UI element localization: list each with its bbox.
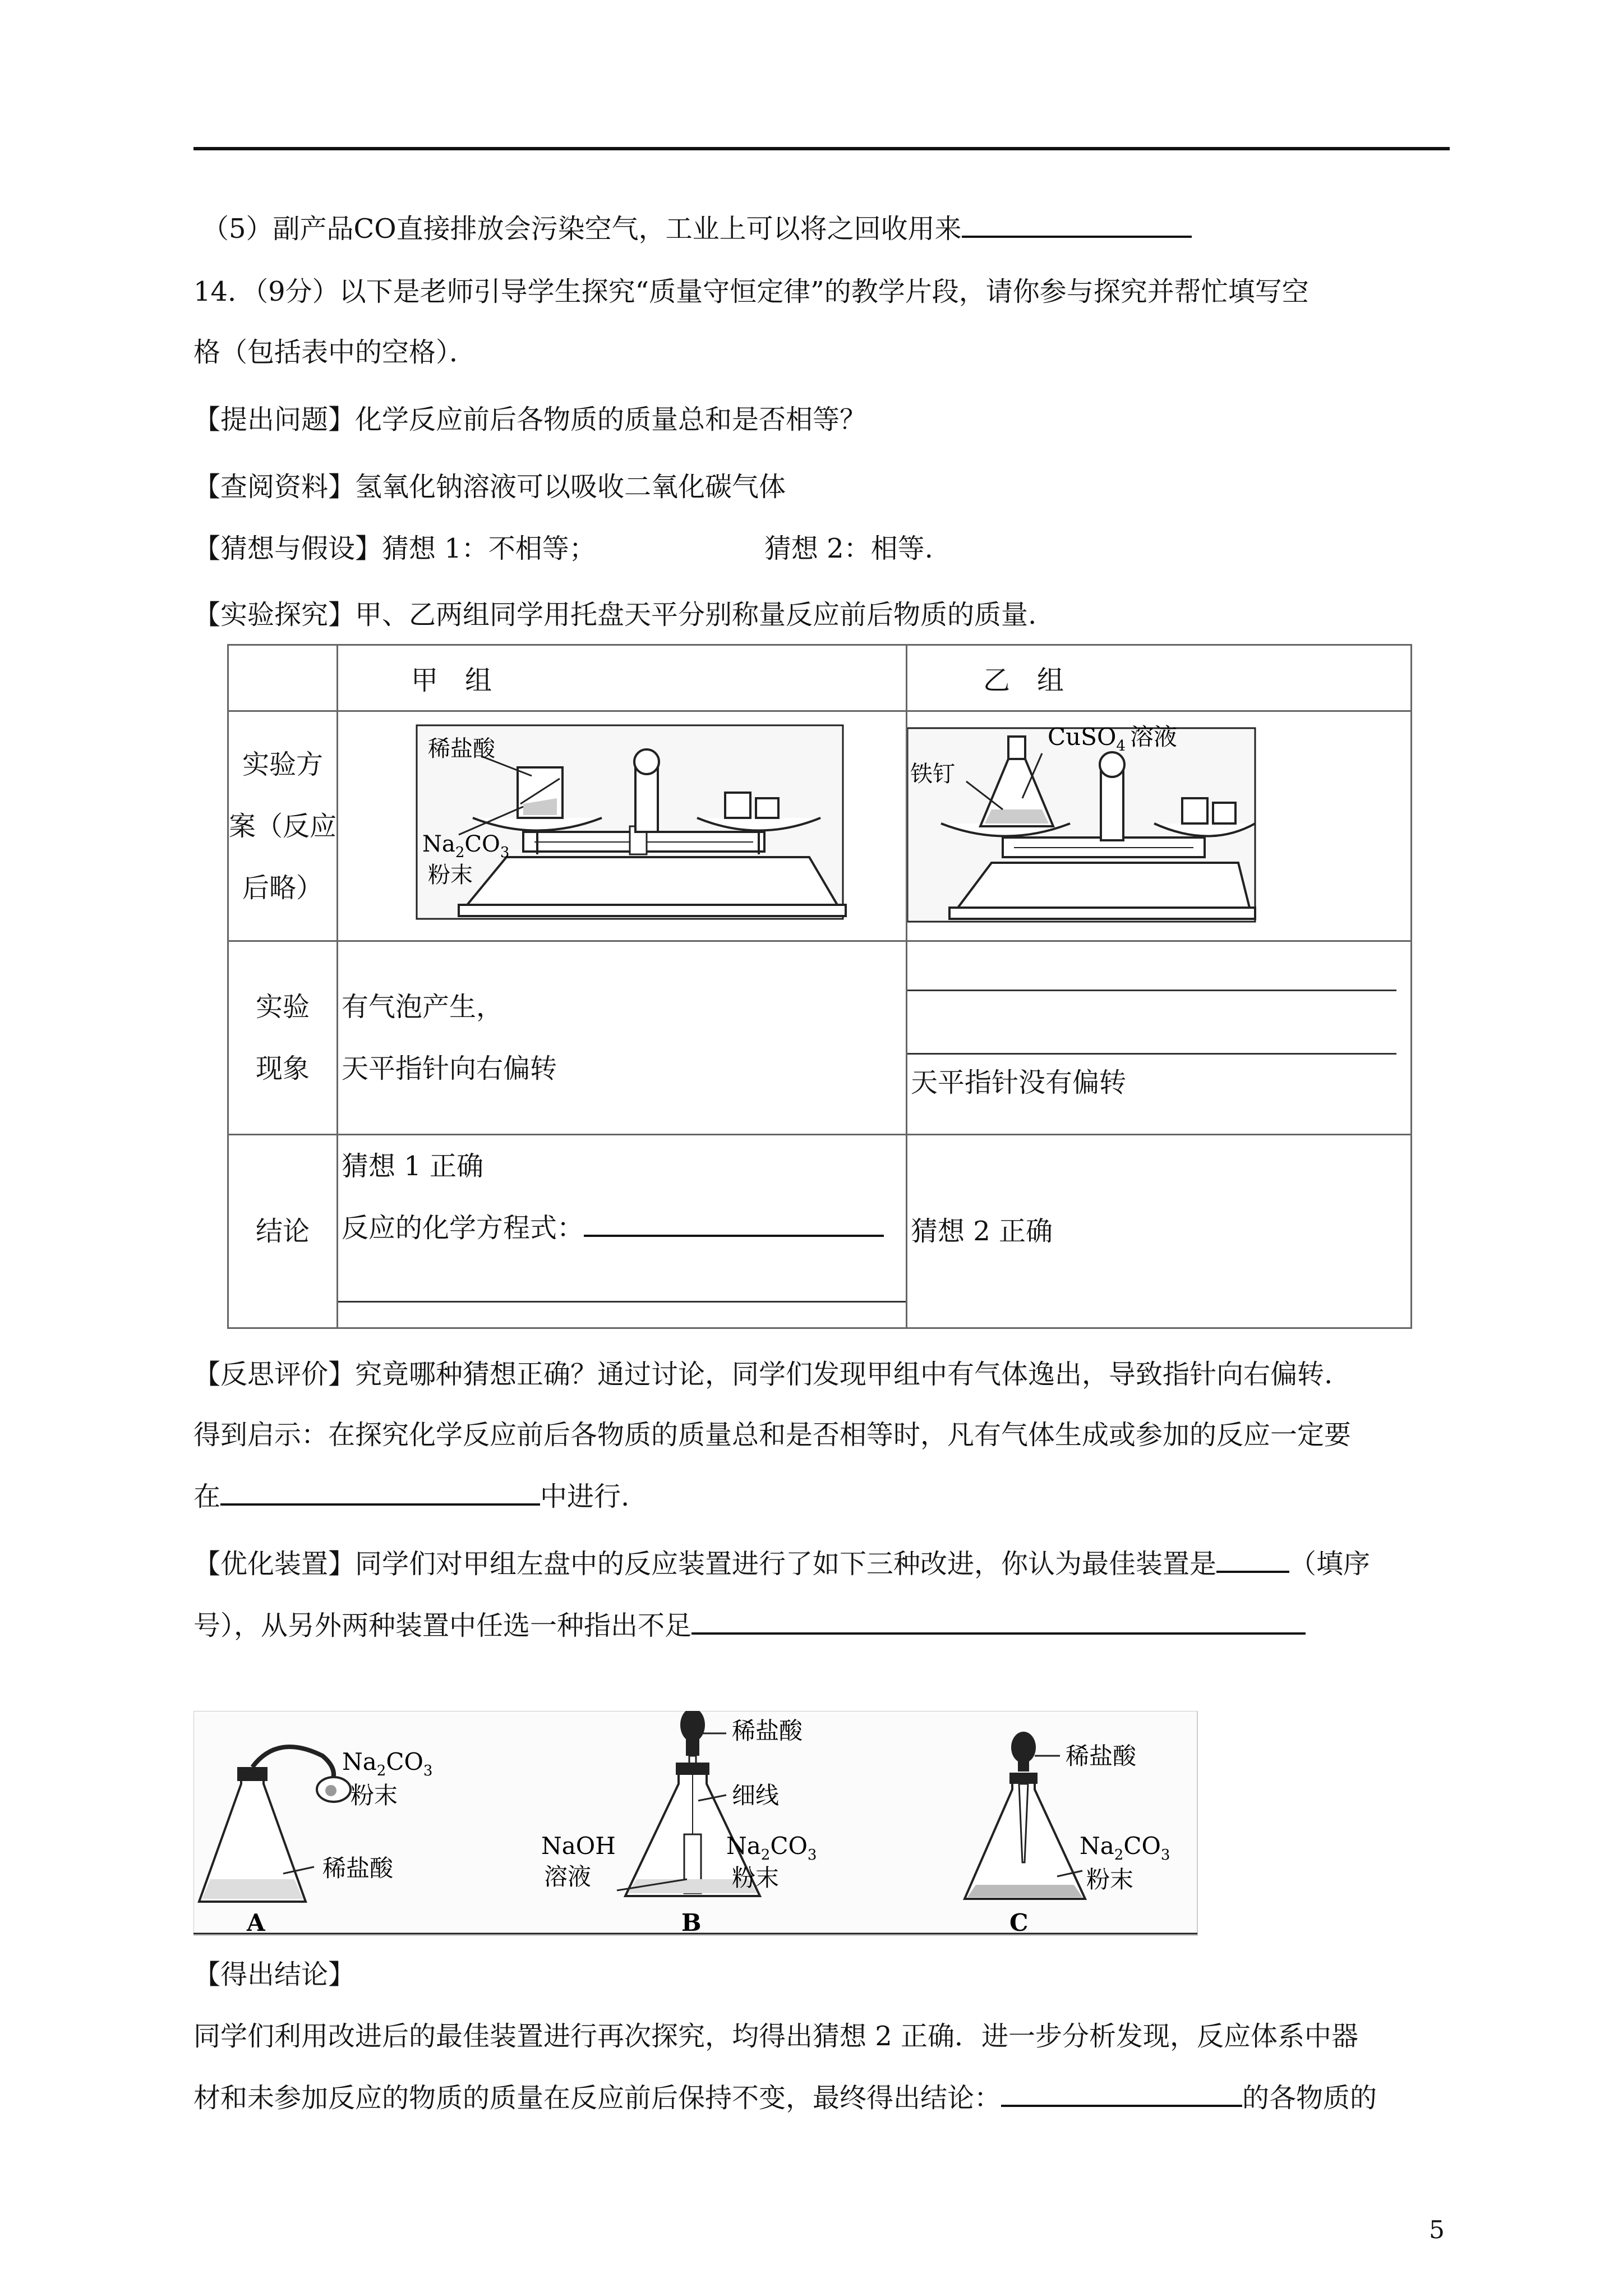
answer-blank-q5[interactable] bbox=[962, 212, 1192, 238]
label-iron-nail: 铁钉 bbox=[910, 761, 955, 787]
jia-phenomenon-cell bbox=[338, 941, 907, 1135]
yi-phenomenon-text: 天平指针没有偏转 bbox=[907, 1053, 1396, 1111]
answer-blank-shortcoming[interactable] bbox=[691, 1609, 1306, 1635]
balance-figure-yi bbox=[907, 714, 1412, 938]
device-a-label: A bbox=[247, 1909, 265, 1936]
conclusion-line2: 材和未参加反应的物质的质量在反应前后保持不变，最终得出结论： 的各物质的 bbox=[193, 2082, 1377, 2114]
device-c-acid-label: 稀盐酸 bbox=[1066, 1742, 1137, 1770]
device-b-thread-label: 细线 bbox=[732, 1782, 780, 1809]
reflection-line1: 【反思评价】究竟哪种猜想正确？通过讨论，同学们发现甲组中有气体逸出，导致指针向右偏转. bbox=[193, 1359, 1333, 1390]
device-a-acid-label: 稀盐酸 bbox=[322, 1855, 394, 1882]
section-reference: 【查阅资料】氢氧化钠溶液可以吸收二氧化碳气体 bbox=[193, 471, 786, 503]
header-jia-group: 甲 组 bbox=[338, 645, 907, 711]
question-14-line2: 格（包括表中的空格）． bbox=[193, 337, 477, 368]
conclusion-line1: 同学们利用改进后的最佳装置进行再次探究，均得出猜想 2 正确．进一步分析发现，反应体系中器 bbox=[193, 2021, 1359, 2052]
jia-conclusion-cell bbox=[338, 1135, 907, 1328]
question-14-line1: 14．（9分）以下是老师引导学生探究“质量守恒定律”的教学片段，请你参与探究并帮忙填写空 bbox=[193, 276, 1309, 307]
reflection-line2: 得到启示：在探究化学反应前后各物质的质量总和是否相等时，凡有气体生成或参加的反应一定要 bbox=[193, 1419, 1352, 1451]
section-experiment: 【实验探究】甲、乙两组同学用托盘天平分别称量反应前后物质的质量. bbox=[193, 599, 1037, 631]
svg-text:Na2CO3: $Na_2CO_3$ bbox=[1080, 1832, 1170, 1864]
yi-phenomenon-blank-1[interactable] bbox=[907, 942, 1410, 990]
table-header-row bbox=[228, 645, 1412, 711]
yi-phenomenon-blank-2[interactable] bbox=[907, 990, 1396, 1053]
device-b-acid-label: 稀盐酸 bbox=[732, 1717, 803, 1745]
svg-text:Na2CO3: $Na_2CO_3$ bbox=[342, 1748, 433, 1779]
label-na2co3-formula: $Na_2CO_3$ bbox=[422, 831, 510, 861]
section-ask-question: 【提出问题】化学反应前后各物质的质量总和是否相等？ bbox=[193, 404, 867, 435]
answer-blank-container[interactable] bbox=[220, 1480, 540, 1506]
yi-plan-figure-cell bbox=[907, 711, 1412, 941]
equation-blank-1[interactable] bbox=[584, 1212, 884, 1237]
hypothesis-1: 【猜想与假设】猜想 1：不相等； bbox=[193, 533, 596, 564]
table-corner-cell bbox=[228, 645, 338, 711]
yi-phenomenon-cell bbox=[907, 941, 1412, 1135]
device-b-powder-label: 粉末 bbox=[732, 1864, 780, 1892]
table-row-conclusion bbox=[228, 1135, 1412, 1328]
answer-blank-conclusion[interactable] bbox=[1001, 2081, 1242, 2107]
equation-blank-2[interactable] bbox=[338, 1259, 906, 1303]
optimize-line1: 【优化装置】同学们对甲组左盘中的反应装置进行了如下三种改进，你认为最佳装置是 （填序 bbox=[193, 1548, 1371, 1580]
device-c-label: C bbox=[1009, 1909, 1029, 1936]
conclusion-title: 【得出结论】 bbox=[193, 1959, 356, 1990]
section-hypothesis bbox=[193, 532, 933, 565]
table-row-plan bbox=[228, 711, 1412, 941]
jia-phenomenon-1: 有气泡产生， bbox=[342, 991, 504, 1023]
optimize-line2: 号），从另外两种装置中任选一种指出不足 bbox=[193, 1609, 1306, 1642]
label-phenomenon: 实验 现象 bbox=[228, 941, 338, 1135]
question-5-text: （5）副产品CO直接排放会污染空气，工业上可以将之回收用来 bbox=[202, 213, 962, 245]
jia-conclusion-1: 猜想 1 正确 bbox=[342, 1151, 484, 1182]
device-a-powder-label: 粉末 bbox=[351, 1782, 398, 1809]
hypothesis-2: 猜想 2：相等. bbox=[764, 533, 933, 564]
label-dilute-hcl: 稀盐酸 bbox=[428, 735, 495, 762]
svg-text:Na2CO3: $Na_2CO_3$ bbox=[726, 1832, 817, 1864]
label-experiment-plan: 实验方 案（反应 后略） bbox=[228, 711, 338, 941]
label-conclusion: 结论 bbox=[228, 1135, 338, 1328]
yi-conclusion-cell: 猜想 2 正确 bbox=[907, 1135, 1412, 1328]
reflection-line3: 在 中进行. bbox=[193, 1481, 630, 1512]
header-rule bbox=[193, 147, 1450, 150]
jia-conclusion-equation: 反应的化学方程式： bbox=[338, 1197, 906, 1259]
table-row-phenomenon bbox=[228, 941, 1412, 1135]
header-yi-group: 乙 组 bbox=[907, 645, 1412, 711]
balance-figure-jia bbox=[338, 714, 907, 938]
experiment-table bbox=[227, 644, 1412, 1329]
device-b-naoh-solution-label: 溶液 bbox=[544, 1863, 592, 1890]
device-b-naoh-label: NaOH bbox=[541, 1832, 616, 1860]
label-powder: 粉末 bbox=[428, 862, 473, 888]
question-5-line bbox=[202, 212, 1192, 246]
devices-figure bbox=[193, 1711, 1203, 1941]
label-cuso4-solution: CuSO$_4$ 溶液 bbox=[1048, 723, 1177, 754]
device-b-label: B bbox=[681, 1909, 702, 1936]
device-c-powder-label: 粉末 bbox=[1086, 1866, 1134, 1893]
page-number: 5 bbox=[1429, 2216, 1445, 2244]
answer-blank-best-device[interactable] bbox=[1216, 1547, 1289, 1573]
jia-plan-figure-cell bbox=[338, 711, 907, 941]
jia-phenomenon-2: 天平指针向右偏转 bbox=[342, 1053, 557, 1084]
